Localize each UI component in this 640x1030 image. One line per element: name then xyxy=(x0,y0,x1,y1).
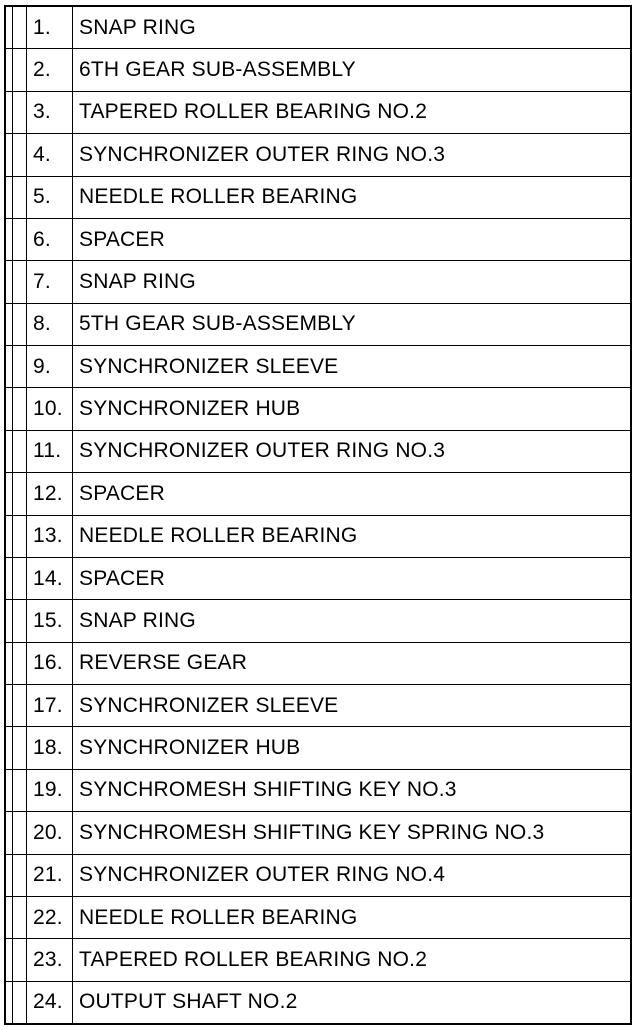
part-name: SYNCHRONIZER HUB xyxy=(79,736,301,760)
table-row xyxy=(6,346,630,388)
part-number: 23. xyxy=(27,939,73,980)
part-name: 5TH GEAR SUB-ASSEMBLY xyxy=(79,312,356,336)
row-margin-cell xyxy=(6,600,13,641)
part-number: 17. xyxy=(27,685,73,726)
row-marker-cell xyxy=(13,558,27,599)
part-number: 6. xyxy=(27,219,73,260)
row-marker-cell xyxy=(13,516,27,557)
row-margin-cell xyxy=(6,304,13,345)
table-row xyxy=(6,727,630,769)
part-number: 22. xyxy=(27,897,73,938)
parts-list-table xyxy=(4,5,632,1025)
part-number: 24. xyxy=(27,982,73,1023)
table-row xyxy=(6,7,630,49)
table-row xyxy=(6,388,630,430)
part-number: 14. xyxy=(27,558,73,599)
row-marker-cell xyxy=(13,685,27,726)
row-marker-cell xyxy=(13,388,27,429)
row-marker-cell xyxy=(13,261,27,302)
part-number: 5. xyxy=(27,177,73,218)
row-margin-cell xyxy=(6,685,13,726)
part-name: OUTPUT SHAFT NO.2 xyxy=(79,990,298,1014)
row-marker-cell xyxy=(13,304,27,345)
part-number: 18. xyxy=(27,727,73,768)
part-name: SYNCHRONIZER OUTER RING NO.3 xyxy=(79,439,446,463)
row-marker-cell xyxy=(13,812,27,853)
part-number: 9. xyxy=(27,346,73,387)
row-marker-cell xyxy=(13,7,27,48)
row-margin-cell xyxy=(6,431,13,472)
row-marker-cell xyxy=(13,134,27,175)
part-number: 1. xyxy=(27,7,73,48)
table-row xyxy=(6,473,630,515)
part-name: SYNCHROMESH SHIFTING KEY SPRING NO.3 xyxy=(79,820,545,844)
part-name: NEEDLE ROLLER BEARING xyxy=(79,185,358,209)
table-row xyxy=(6,770,630,812)
table-row xyxy=(6,897,630,939)
part-name: SYNCHRONIZER HUB xyxy=(79,397,301,421)
part-number: 8. xyxy=(27,304,73,345)
row-margin-cell xyxy=(6,727,13,768)
table-row xyxy=(6,643,630,685)
part-name: NEEDLE ROLLER BEARING xyxy=(79,905,358,929)
part-number: 12. xyxy=(27,473,73,514)
part-number: 2. xyxy=(27,49,73,90)
row-marker-cell xyxy=(13,855,27,896)
part-number: 4. xyxy=(27,134,73,175)
part-number: 10. xyxy=(27,388,73,429)
part-name: SPACER xyxy=(79,481,165,505)
part-number: 11. xyxy=(27,431,73,472)
row-margin-cell xyxy=(6,49,13,90)
row-marker-cell xyxy=(13,346,27,387)
row-marker-cell xyxy=(13,431,27,472)
part-name: REVERSE GEAR xyxy=(79,651,248,675)
row-marker-cell xyxy=(13,219,27,260)
row-marker-cell xyxy=(13,982,27,1023)
table-row xyxy=(6,92,630,134)
table-row xyxy=(6,600,630,642)
table-row xyxy=(6,982,630,1023)
part-number: 3. xyxy=(27,92,73,133)
row-margin-cell xyxy=(6,558,13,599)
row-margin-cell xyxy=(6,473,13,514)
row-marker-cell xyxy=(13,49,27,90)
row-margin-cell xyxy=(6,261,13,302)
part-name: SYNCHRONIZER OUTER RING NO.4 xyxy=(79,863,446,887)
row-margin-cell xyxy=(6,516,13,557)
row-marker-cell xyxy=(13,897,27,938)
row-marker-cell xyxy=(13,643,27,684)
part-number: 20. xyxy=(27,812,73,853)
row-marker-cell xyxy=(13,939,27,980)
row-margin-cell xyxy=(6,134,13,175)
row-marker-cell xyxy=(13,92,27,133)
part-name: SYNCHROMESH SHIFTING KEY NO.3 xyxy=(79,778,457,802)
table-row xyxy=(6,261,630,303)
row-margin-cell xyxy=(6,7,13,48)
part-name: SNAP RING xyxy=(79,15,196,39)
part-name: TAPERED ROLLER BEARING NO.2 xyxy=(79,100,428,124)
part-name: SYNCHRONIZER OUTER RING NO.3 xyxy=(79,142,446,166)
part-name: NEEDLE ROLLER BEARING xyxy=(79,524,358,548)
table-row xyxy=(6,939,630,981)
row-margin-cell xyxy=(6,346,13,387)
row-marker-cell xyxy=(13,177,27,218)
row-marker-cell xyxy=(13,770,27,811)
row-margin-cell xyxy=(6,812,13,853)
part-name: SNAP RING xyxy=(79,608,196,632)
table-row xyxy=(6,177,630,219)
part-number: 16. xyxy=(27,643,73,684)
row-margin-cell xyxy=(6,897,13,938)
row-margin-cell xyxy=(6,388,13,429)
table-row xyxy=(6,304,630,346)
row-marker-cell xyxy=(13,473,27,514)
table-row xyxy=(6,516,630,558)
part-name: SYNCHRONIZER SLEEVE xyxy=(79,693,339,717)
table-row xyxy=(6,431,630,473)
table-row xyxy=(6,219,630,261)
table-row xyxy=(6,49,630,91)
row-margin-cell xyxy=(6,770,13,811)
table-row xyxy=(6,685,630,727)
part-name: SYNCHRONIZER SLEEVE xyxy=(79,354,339,378)
table-row xyxy=(6,855,630,897)
part-number: 7. xyxy=(27,261,73,302)
part-name: SNAP RING xyxy=(79,269,196,293)
part-name: SPACER xyxy=(79,566,165,590)
row-margin-cell xyxy=(6,177,13,218)
part-number: 13. xyxy=(27,516,73,557)
table-row xyxy=(6,558,630,600)
table-row xyxy=(6,812,630,854)
row-marker-cell xyxy=(13,727,27,768)
part-number: 19. xyxy=(27,770,73,811)
row-margin-cell xyxy=(6,939,13,980)
part-name: 6TH GEAR SUB-ASSEMBLY xyxy=(79,58,356,82)
row-margin-cell xyxy=(6,855,13,896)
row-margin-cell xyxy=(6,92,13,133)
part-number: 21. xyxy=(27,855,73,896)
row-margin-cell xyxy=(6,219,13,260)
row-margin-cell xyxy=(6,643,13,684)
table-row xyxy=(6,134,630,176)
part-number: 15. xyxy=(27,600,73,641)
part-name: SPACER xyxy=(79,227,165,251)
row-margin-cell xyxy=(6,982,13,1023)
part-name: TAPERED ROLLER BEARING NO.2 xyxy=(79,947,428,971)
row-marker-cell xyxy=(13,600,27,641)
